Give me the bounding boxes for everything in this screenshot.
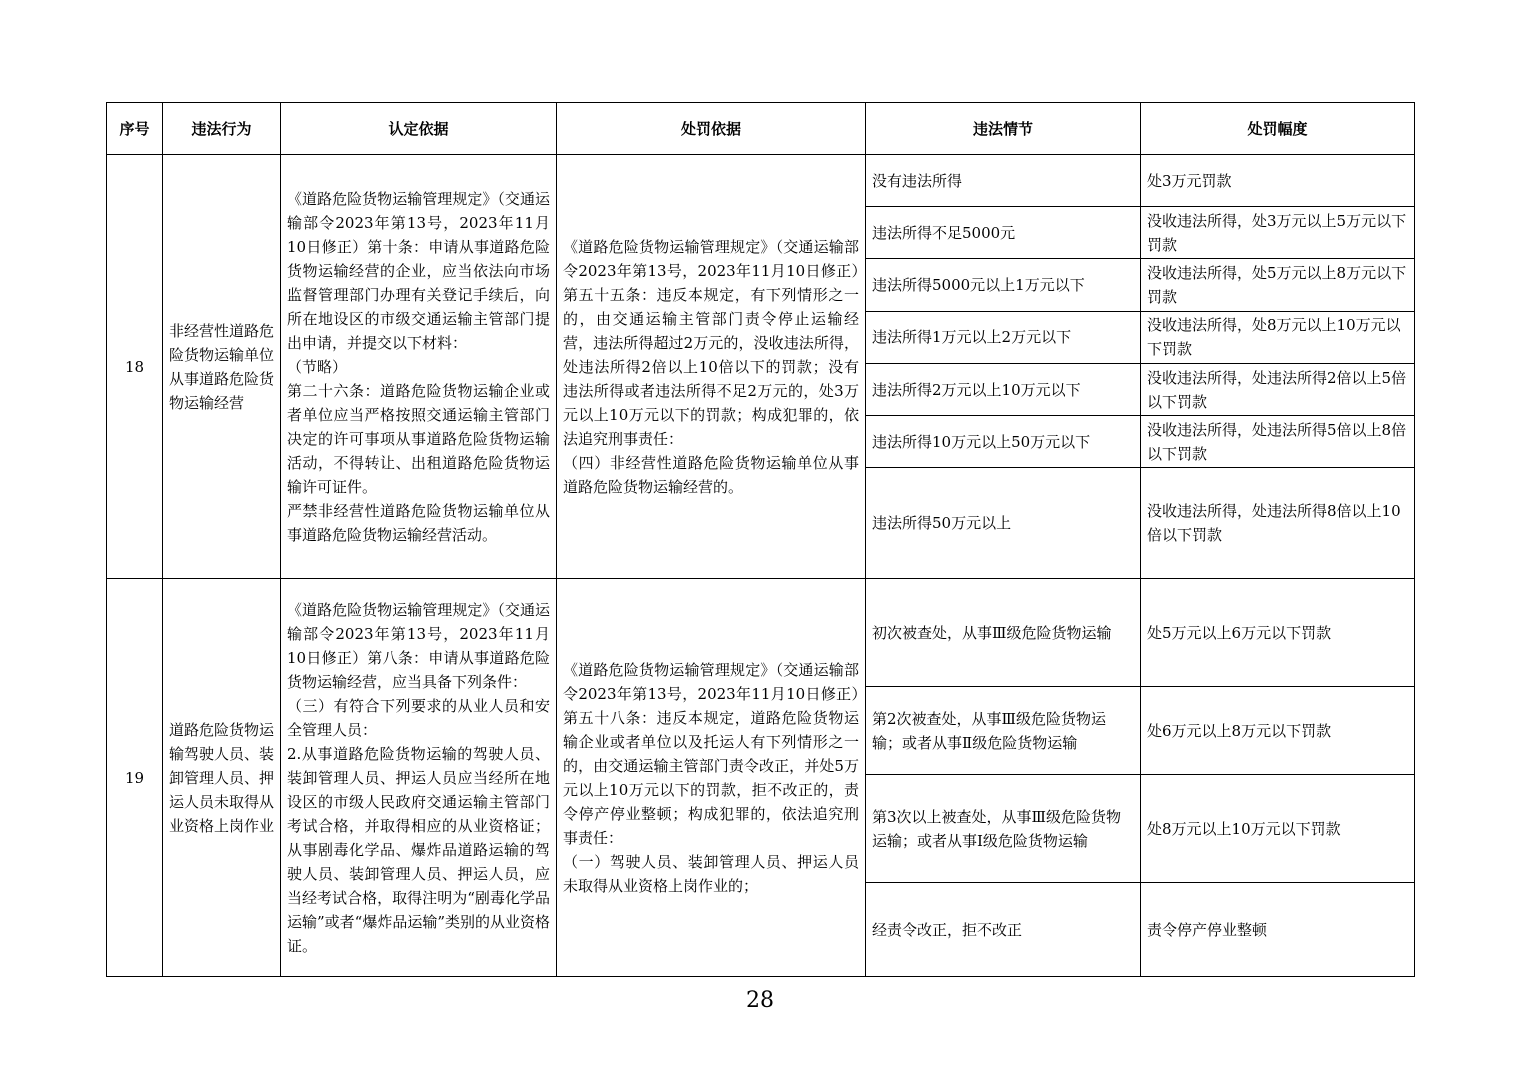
row-number: 18 <box>107 155 163 579</box>
basis-paragraph: （节略） <box>287 357 348 376</box>
table-row <box>107 155 1415 207</box>
penalty-range: 处5万元以上6万元以下罚款 <box>1141 579 1415 687</box>
header-basis: 认定依据 <box>281 103 557 155</box>
penalty-range: 没收违法所得，处违法所得8倍以上10倍以下罚款 <box>1141 468 1415 579</box>
penalty-range: 没收违法所得，处违法所得2倍以上5倍以下罚款 <box>1141 363 1415 415</box>
basis-paragraph: 第二十六条：道路危险货物运输企业或者单位应当严格按照交通运输主管部门决定的许可事项从事道路危险货物运输活动，不得转让、出租道路危险货物运输许可证件。 <box>287 381 550 496</box>
penalty-basis-paragraph: 《道路危险货物运输管理规定》（交通运输部令2023年第13号，2023年11月10日修正）第五十五条：违反本规定，有下列情形之一的，由交通运输主管部门责令停止运输经营，违法所得超过2万元的，没收违法所得，处违法所得2倍以上10倍以下的罚款；没有违法所得或者违法所得不足2万元的，处3万元以上10万元以下的罚款；构成犯罪的，依法追究刑事责任： <box>563 237 859 448</box>
violation-situation: 经责令改正，拒不改正 <box>866 883 1141 977</box>
violation-situation: 违法所得10万元以上50万元以下 <box>866 416 1141 468</box>
basis-paragraph: 严禁非经营性道路危险货物运输单位从事道路危险货物运输经营活动。 <box>287 501 550 544</box>
penalty-range: 没收违法所得，处5万元以上8万元以下罚款 <box>1141 259 1415 311</box>
penalty-basis-paragraph: （四）非经营性道路危险货物运输单位从事道路危险货物运输经营的。 <box>563 453 859 496</box>
violation-situation: 初次被查处，从事Ⅲ级危险货物运输 <box>866 579 1141 687</box>
penalty-range: 没收违法所得，处8万元以上10万元以下罚款 <box>1141 311 1415 363</box>
penalty-basis-paragraph: （一）驾驶人员、装卸管理人员、押运人员未取得从业资格上岗作业的； <box>563 852 859 895</box>
penalty-range: 责令停产停业整顿 <box>1141 883 1415 977</box>
violation-situation: 违法所得1万元以上2万元以下 <box>866 311 1141 363</box>
violation-situation: 没有违法所得 <box>866 155 1141 207</box>
basis-paragraph: 《道路危险货物运输管理规定》（交通运输部令2023年第13号，2023年11月10日修正）第八条：申请从事道路危险货物运输经营，应当具备下列条件： <box>287 600 550 691</box>
violation-act: 道路危险货物运输驾驶人员、装卸管理人员、押运人员未取得从业资格上岗作业 <box>163 579 281 977</box>
violation-situation: 违法所得5000元以上1万元以下 <box>866 259 1141 311</box>
table-row <box>107 579 1415 687</box>
penalty-range: 处3万元罚款 <box>1141 155 1415 207</box>
penalty-table <box>106 102 1415 977</box>
penalty-basis <box>557 579 866 977</box>
basis-paragraph: 2.从事道路危险货物运输的驾驶人员、装卸管理人员、押运人员应当经所在地设区的市级人民政府交通运输主管部门考试合格，并取得相应的从业资格证；从事剧毒化学品、爆炸品道路运输的驾驶人员、装卸管理人员、押运人员，应当经考试合格，取得注明为“剧毒化学品运输”或者“爆炸品运输”类别的从业资格证。 <box>287 744 551 955</box>
determination-basis <box>281 579 557 977</box>
header-row <box>107 103 1415 155</box>
penalty-basis-paragraph: 《道路危险货物运输管理规定》（交通运输部令2023年第13号，2023年11月10日修正）第五十八条：违反本规定，道路危险货物运输企业或者单位以及托运人有下列情形之一的，由交通运输主管部门责令改正，并处5万元以上10万元以下的罚款，拒不改正的，责令停产停业整顿；构成犯罪的，依法追究刑事责任： <box>563 660 859 847</box>
penalty-basis <box>557 155 866 579</box>
header-situation: 违法情节 <box>866 103 1141 155</box>
header-num: 序号 <box>107 103 163 155</box>
violation-situation: 违法所得2万元以上10万元以下 <box>866 363 1141 415</box>
row-number: 19 <box>107 579 163 977</box>
header-penalty-basis: 处罚依据 <box>557 103 866 155</box>
basis-paragraph: （三）有符合下列要求的从业人员和安全管理人员： <box>287 696 550 739</box>
basis-paragraph: 《道路危险货物运输管理规定》（交通运输部令2023年第13号，2023年11月10日修正）第十条：申请从事道路危险货物运输经营的企业，应当依法向市场监督管理部门办理有关登记手续后，向所在地设区的市级交通运输主管部门提出申请，并提交以下材料： <box>287 189 550 352</box>
penalty-range: 没收违法所得，处3万元以上5万元以下罚款 <box>1141 207 1415 259</box>
violation-situation: 第3次以上被查处，从事Ⅲ级危险货物运输；或者从事Ⅰ级危险货物运输 <box>866 775 1141 883</box>
violation-situation: 违法所得50万元以上 <box>866 468 1141 579</box>
header-act: 违法行为 <box>163 103 281 155</box>
penalty-range: 处8万元以上10万元以下罚款 <box>1141 775 1415 883</box>
violation-situation: 违法所得不足5000元 <box>866 207 1141 259</box>
penalty-range: 处6万元以上8万元以下罚款 <box>1141 687 1415 775</box>
penalty-range: 没收违法所得，处违法所得5倍以上8倍以下罚款 <box>1141 416 1415 468</box>
violation-situation: 第2次被查处，从事Ⅲ级危险货物运输；或者从事Ⅱ级危险货物运输 <box>866 687 1141 775</box>
violation-act: 非经营性道路危险货物运输单位从事道路危险货物运输经营 <box>163 155 281 579</box>
page-number: 28 <box>746 988 774 1013</box>
header-range: 处罚幅度 <box>1141 103 1415 155</box>
determination-basis <box>281 155 557 579</box>
